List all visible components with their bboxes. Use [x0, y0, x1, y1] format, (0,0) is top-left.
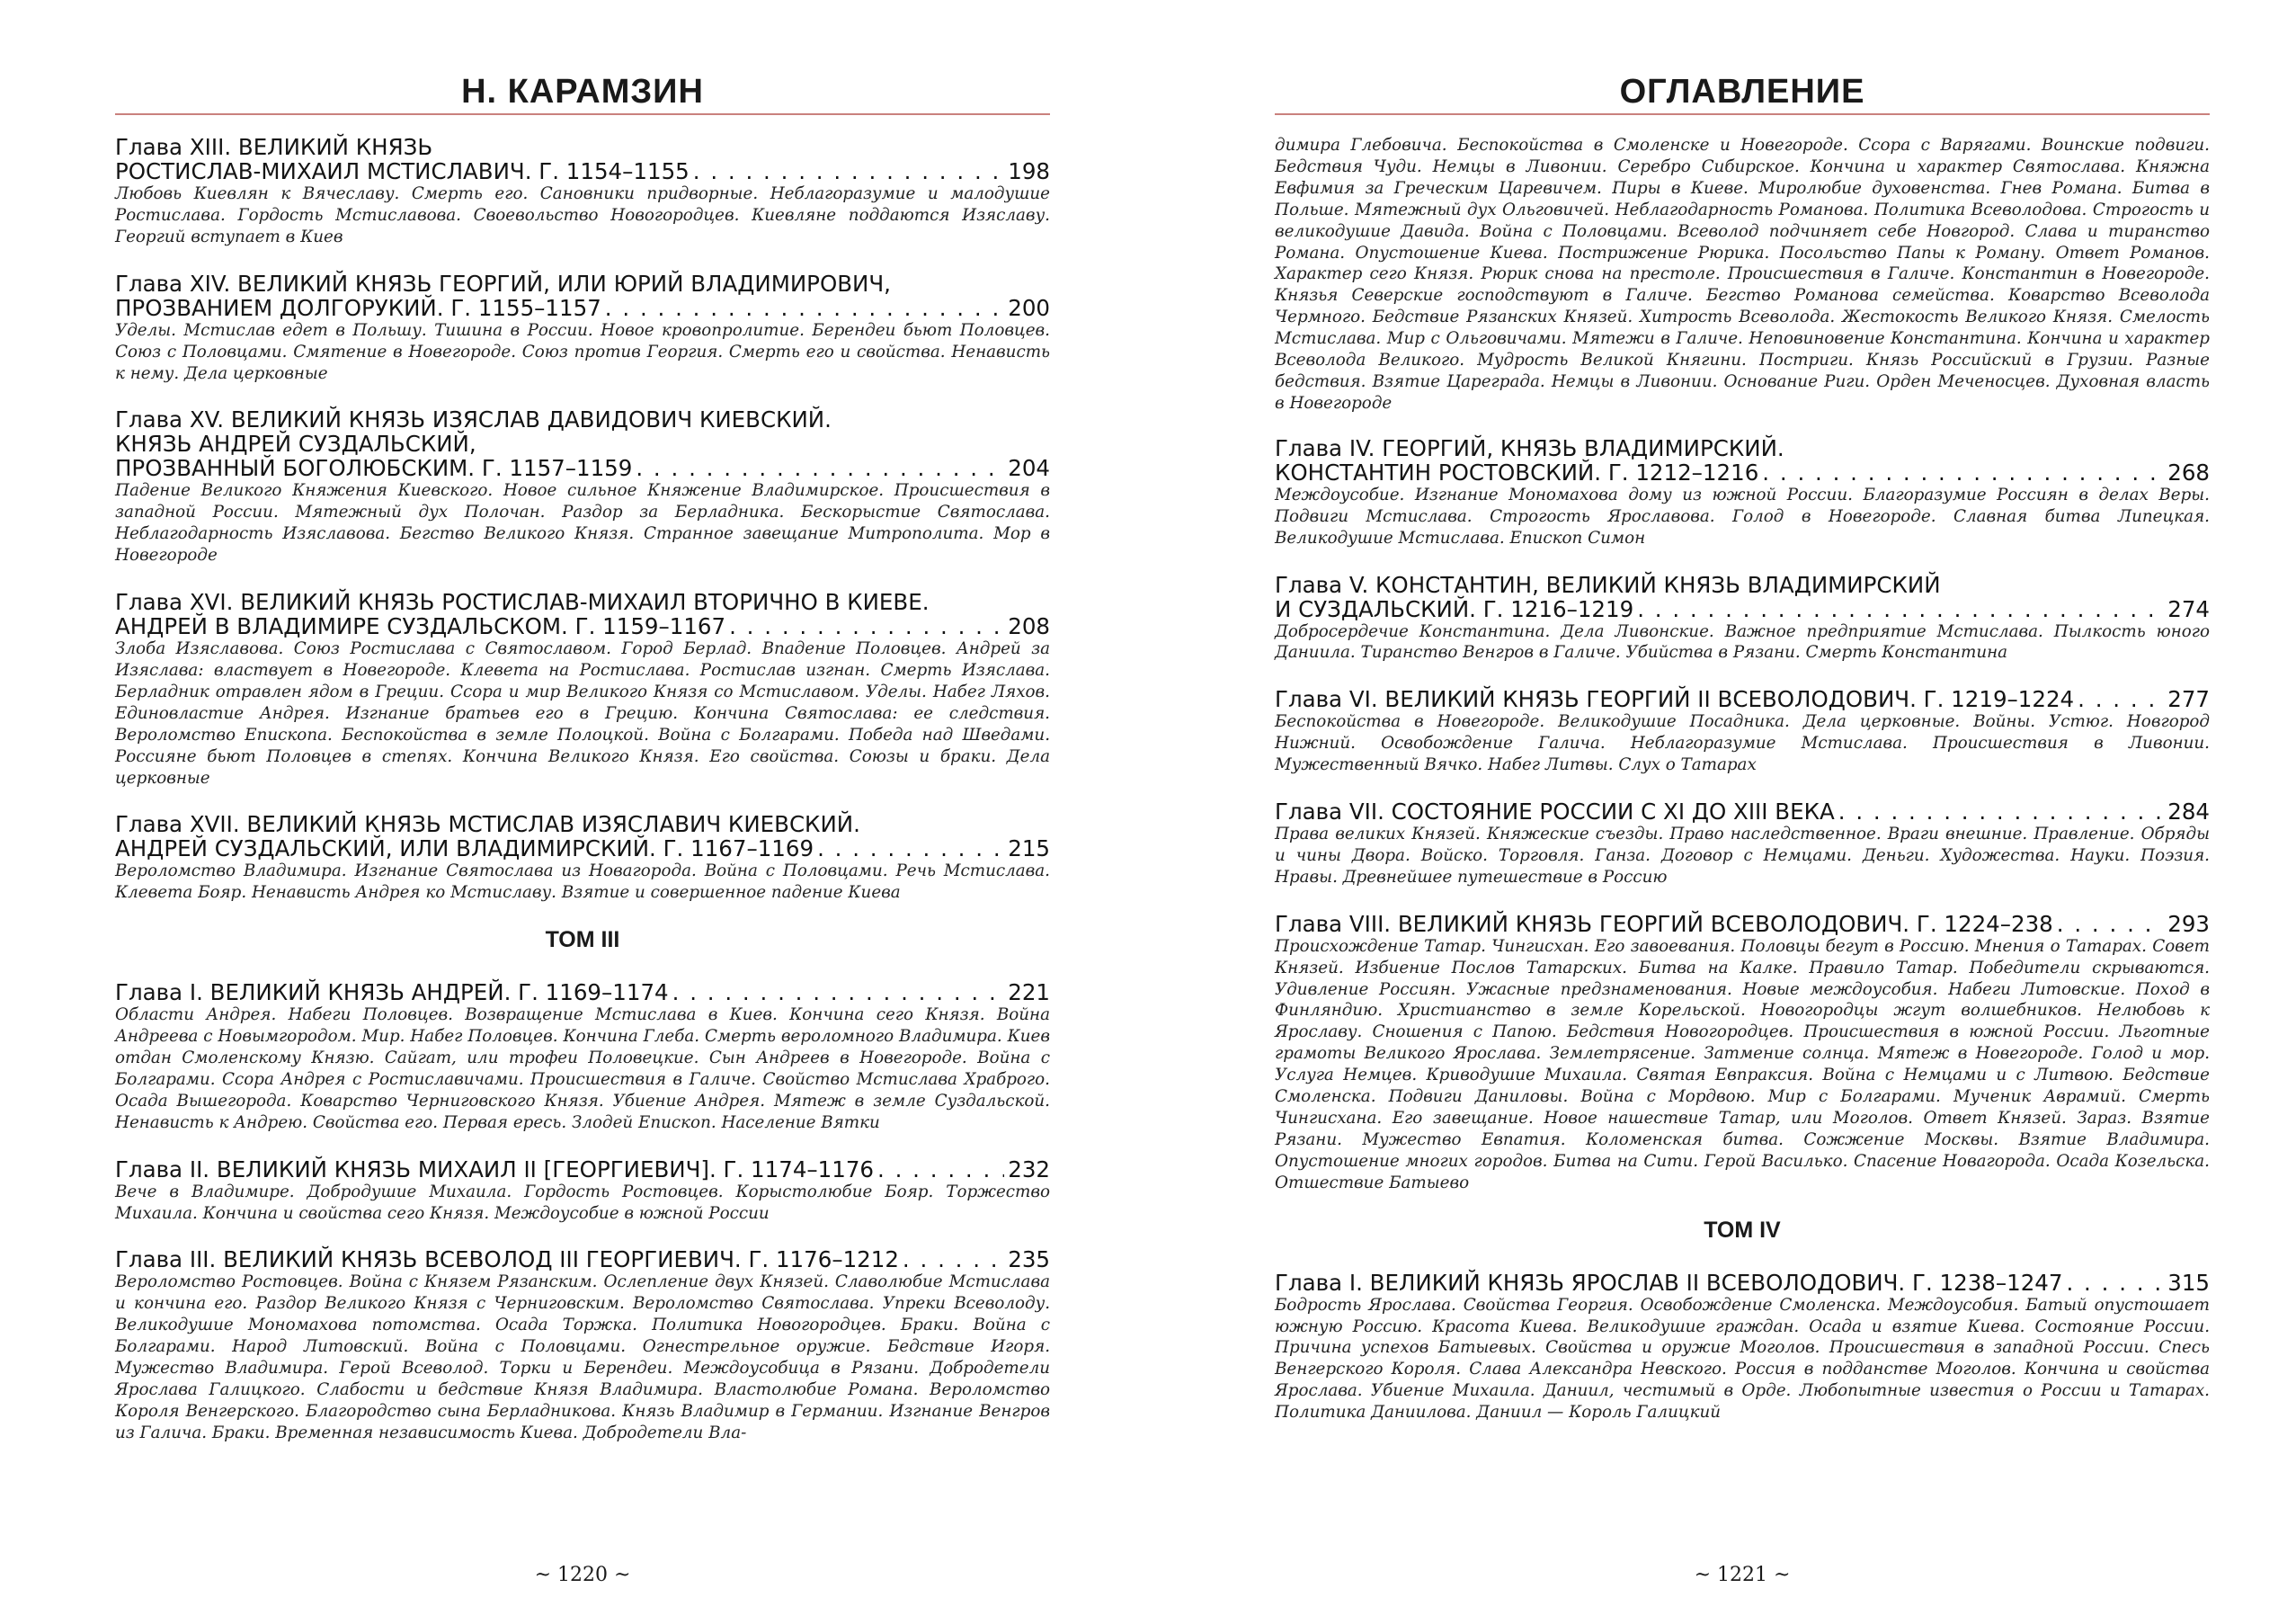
- page-reference: 293: [2167, 910, 2210, 937]
- chapter-title-line: Глава IV. ГЕОРГИЙ, КНЯЗЬ ВЛАДИМИРСКИЙ.: [1275, 434, 1784, 461]
- chapter-summary-continuation: димира Глебовича. Беспокойства в Смоленске и Новегороде. Ссора с Варягами. Воинские подвиги. Бедствия Чуди. Немцы в Ливонии. Серебро Сибирское. Кончина и характер Святослава. Княжна Евфимия за Греческим Царевичем. Пиры в Киеве. Миролюбие духовенства. Гнев Романа. Битва в Польше. Мятежный дух Ольговичей. Неблагодарность Романова. Политика Всеволодова. Строгость и великодушие Давида. Война с Половцами. Всеволод подчиняет себе Новгород. Слава и тиранство Романа. Опустошение Киева. Пострижение Рюрика. Посольство Папы к Роману. Ответ Романов. Характер сего Князя. Рюрик снова на престоле. Происшествия в Галиче. Константин в Новегороде. Князья Северские господствуют в Галиче. Бегство Романова семейства. Коварство Всеволода Чермного. Бедствие Рязанских Князей. Хитрость Всеволода. Жестокость Великого Князя. Смелость Мстислава. Мир с Ольговичами. Мятежи в Галиче. Неповиновение Константина. Кончина и характер Всеволода Великого. Мудрость Великой Княгини. Постриги. Князь Российский в Грузии. Разные бедствия. Взятие Цареграда. Немцы в Ливонии. Основание Риги. Орден Меченосцев. Духовная власть в Новегороде: [1275, 136, 2210, 413]
- chapter-summary: Вероломство Ростовцев. Война с Князем Рязанским. Ослепление двух Князей. Славолюбие Мстислава и кончина его. Раздор Великого Князя с Черниговским. Вероломство Святослава. Упреки Всеволоду. Великодушие Мономахова потомства. Осада Торжка. Политика Новогородцев. Браки. Война с Болгарами. Народ Литовский. Война с Половцами. Огнестрельное оружие. Бедствие Игоря. Мужество Владимира. Герой Всеволод. Торки и Берендеи. Междоусобица в Рязани. Добродетели Ярослава Галицкого. Слабости и бедствие Князя Владимира. Властолюбие Романа. Вероломство Короля Венгерского. Благородство сына Берладникова. Князь Владимир в Германии. Изгнание Венгров из Галича. Браки. Временная независимость Киева. Добродетели Вла-: [115, 1272, 1050, 1442]
- dot-leader: [1838, 799, 2164, 824]
- chapter-summary: Беспокойства в Новегороде. Великодушие Посадника. Дела церковные. Войны. Устюг. Новгород Нижний. Освобождение Галича. Неблагоразумие Мстислава. Происшествия в Ливонии. Мужественный Вячко. Набег Литвы. Слух о Татарах: [1275, 712, 2210, 775]
- chapter-summary: Права великих Князей. Княжеские съезды. Право наследственное. Враги внешние. Правление. Обряды и чины Двора. Войско. Торговля. Ганза. Договор с Немцами. Деньги. Художества. Науки. Поэзия. Нравы. Древнейшее путешествие в Россию: [1275, 825, 2210, 887]
- chapter-title: [1275, 436, 2210, 485]
- chapter-summary: Любовь Киевлян к Вячеславу. Смерть его. Сановники придворные. Неблагоразумие и малодушие Ростислава. Гордость Мстиславова. Своевольство Новогородцев. Киевляне поддаются Изяславу. Георгий вступает в Киев: [115, 184, 1050, 246]
- chapter-title-last-line: [115, 980, 1050, 1004]
- toc-entry: [115, 1247, 1050, 1443]
- chapter-title-text: Глава III. ВЕЛИКИЙ КНЯЗЬ ВСЕВОЛОД III ГЕОРГИЕВИЧ. Г. 1176–1212: [115, 1246, 899, 1273]
- dot-leader: [2078, 687, 2164, 711]
- dot-leader: [636, 456, 1004, 480]
- toc-entry: [115, 1157, 1050, 1225]
- chapter-title-line: Глава V. КОНСТАНТИН, ВЕЛИКИЙ КНЯЗЬ ВЛАДИМИРСКИЙ: [1275, 571, 1941, 598]
- chapter-summary: Добросердечие Константина. Дела Ливонские. Важное предприятие Мстислава. Пылкость юного Даниила. Тиранство Венгров в Галиче. Убийства в Рязани. Смерть Константина: [1275, 621, 2210, 663]
- dot-leader: [2057, 912, 2164, 936]
- chapter-title-last-line: [115, 1157, 1050, 1182]
- dot-leader: [729, 614, 1004, 638]
- page-reference: 204: [1008, 455, 1050, 482]
- toc-entry: [115, 590, 1050, 789]
- chapter-title-text: Глава II. ВЕЛИКИЙ КНЯЗЬ МИХАИЛ II [ГЕОРГИЕВИЧ]. Г. 1174–1176: [115, 1156, 875, 1182]
- chapter-summary: Области Андрея. Набеги Половцев. Возвращение Мстислава в Киев. Кончина сего Князя. Война Андреева с Новымгородом. Мир. Набег Половцев. Кончина Глеба. Смерть вероломного Владимира. Киев отдан Смоленскому Князю. Сайгат, или трофеи Половецкие. Сын Андреев в Новегороде. Война с Болгарами. Ссора Андрея с Ростиславичами. Происшествия в Галиче. Свойство Мстислава Храброго. Осада Вышегорода. Коварство Черниговского Князя. Убиение Андрея. Мятеж в земле Суздальской. Ненависть к Андрею. Свойства его. Первая ересь. Злодей Епископ. Население Вятки: [115, 1005, 1050, 1132]
- chapter-title: [115, 407, 1050, 480]
- chapter-title-last-line: [115, 296, 1050, 320]
- chapter-title-last-line: [115, 836, 1050, 861]
- toc-entry: [115, 812, 1050, 904]
- page-reference: 232: [1008, 1156, 1050, 1182]
- dot-leader: [817, 836, 1004, 861]
- dot-leader: [1762, 460, 2164, 485]
- chapter-title-text: АНДРЕЙ СУЗДАЛЬСКИЙ, ИЛИ ВЛАДИМИРСКИЙ. Г. 1167–1169: [115, 835, 814, 862]
- chapter-title-text: РОСТИСЛАВ-МИХАИЛ МСТИСЛАВИЧ. Г. 1154–1155: [115, 158, 690, 184]
- chapter-summary: Междоусобие. Изгнание Мономахова дому из южной России. Благоразумие Россиян в делах Веры. Подвиги Мстислава. Строгость Ярославова. Голод в Новегороде. Славная битва Липецкая. Великодушие Мстислава. Епископ Симон: [1275, 485, 2210, 548]
- chapter-summary: Бодрость Ярослава. Свойства Георгия. Освобождение Смоленска. Междоусобия. Батый опустошает южную Россию. Красота Киева. Великодушие граждан. Осада и взятие Киева. Состояние России. Причина успехов Батыевых. Свойства и оружие Моголов. Происшествия в западной России. Спесь Венгерского Короля. Слава Александра Невского. Россия в подданстве Моголов. Кончина и свойства Ярослава. Убиение Михаила. Даниил, честимый в Орде. Любопытные известия о России и Татарах. Политика Даниилова. Даниил — Король Галицкий: [1275, 1295, 2210, 1423]
- chapter-title-line: Глава XIII. ВЕЛИКИЙ КНЯЗЬ: [115, 134, 433, 160]
- chapter-title-text: ПРОЗВАНИЕМ ДОЛГОРУКИЙ. Г. 1155–1157: [115, 294, 601, 321]
- toc-content: [1275, 135, 2210, 1423]
- dot-leader: [672, 980, 1005, 1004]
- running-head-title: ОГЛАВЛЕНИЕ: [1619, 73, 1865, 111]
- toc-entry: [1275, 1271, 2210, 1423]
- toc-entry: [1275, 687, 2210, 776]
- toc-section: [115, 980, 1050, 1444]
- chapter-title: [115, 272, 1050, 320]
- toc-section: [1275, 1271, 2210, 1423]
- chapter-title-last-line: [1275, 460, 2210, 485]
- chapter-title: [115, 1157, 1050, 1182]
- toc-entry: [1275, 573, 2210, 665]
- chapter-title-text: Глава VII. СОСТОЯНИЕ РОССИИ С XI ДО XIII ВЕКА: [1275, 799, 1835, 825]
- chapter-summary: Уделы. Мстислав едет в Польшу. Тишина в России. Новое кровопролитие. Берендеи бьют Половцев. Союз с Половцами. Смятение в Новегороде. Союз против Георгия. Смерть его и свойства. Ненависть к нему. Дела церковные: [115, 320, 1050, 383]
- dot-leader: [1637, 597, 2164, 621]
- chapter-title: [115, 1247, 1050, 1272]
- chapter-title-line: Глава XIV. ВЕЛИКИЙ КНЯЗЬ ГЕОРГИЙ, ИЛИ ЮРИЙ ВЛАДИМИРОВИЧ,: [115, 270, 891, 297]
- chapter-summary: Вече в Владимире. Добродушие Михаила. Гордость Ростовцев. Корыстолюбие Бояр. Торжество Михаила. Кончина и свойства сего Князя. Междоусобие в южной России: [115, 1182, 1050, 1223]
- dot-leader: [605, 296, 1004, 320]
- chapter-title-last-line: [115, 1247, 1050, 1272]
- chapter-title-text: Глава VI. ВЕЛИКИЙ КНЯЗЬ ГЕОРГИЙ II ВСЕВОЛОДОВИЧ. Г. 1219–1224: [1275, 686, 2075, 713]
- toc-entry: [1275, 912, 2210, 1194]
- header-rule: [1275, 113, 2210, 115]
- chapter-title-last-line: [1275, 687, 2210, 711]
- dot-leader: [903, 1247, 1004, 1272]
- chapter-title: [115, 980, 1050, 1004]
- chapter-title-last-line: [1275, 1271, 2210, 1295]
- dot-leader: [2066, 1271, 2164, 1295]
- chapter-summary: Падение Великого Княжения Киевского. Новое сильное Княжение Владимирское. Происшествия в западной России. Мятежный дух Полочан. Раздор за Берладника. Бескорыстие Святослава. Неблагодарность Изяславова. Бегство Великого Князя. Странное завещание Митрополита. Мор в Новегороде: [115, 481, 1050, 566]
- chapter-title-text: Глава VIII. ВЕЛИКИЙ КНЯЗЬ ГЕОРГИЙ ВСЕВОЛОДОВИЧ. Г. 1224–238: [1275, 910, 2053, 937]
- page-reference: 208: [1008, 613, 1050, 640]
- chapter-title-last-line: [115, 159, 1050, 183]
- chapter-title-text: КОНСТАНТИН РОСТОВСКИЙ. Г. 1212–1216: [1275, 459, 1759, 486]
- page-reference: 221: [1008, 979, 1050, 1006]
- toc-entry: [115, 135, 1050, 248]
- page-reference: 277: [2167, 686, 2210, 713]
- page-number: ~ 1220 ~: [534, 1564, 631, 1586]
- right-page: [1275, 0, 2210, 1624]
- volume-heading: ТОМ IV: [1704, 1217, 1781, 1243]
- chapter-title-line: Глава XVII. ВЕЛИКИЙ КНЯЗЬ МСТИСЛАВ ИЗЯСЛАВИЧ КИЕВСКИЙ.: [115, 811, 860, 838]
- dot-leader: [877, 1157, 1004, 1182]
- chapter-title: [1275, 573, 2210, 621]
- chapter-summary: Злоба Изяславова. Союз Ростислава с Святославом. Город Берлад. Впадение Половцев. Андрей за Изяслава: властвует в Новегороде. Клевета на Ростислава. Ростислав изгнан. Смерть Изяслава. Берладник отравлен ядом в Греции. Ссора и мир Великого Князя со Мстиславом. Уделы. Набег Ляхов. Единовластие Андрея. Изгнание братьев его в Грецию. Кончина Святослава: ее следствия. Вероломство Епископа. Беспокойства в земле Полоцкой. Война с Болгарами. Победа над Шведами. Россияне бьют Половцев в степях. Кончина Великого Князя. Его свойства. Союзы и браки. Дела церковные: [115, 639, 1050, 788]
- dot-leader: [693, 159, 1004, 183]
- page-reference: 200: [1008, 294, 1050, 321]
- chapter-title-text: Глава I. ВЕЛИКИЙ КНЯЗЬ АНДРЕЙ. Г. 1169–1174: [115, 979, 669, 1006]
- running-head-author: Н. КАРАМЗИН: [461, 73, 704, 111]
- toc-entry: [1275, 436, 2210, 549]
- chapter-title: [115, 590, 1050, 638]
- page-reference: 235: [1008, 1246, 1050, 1273]
- chapter-title-line: КНЯЗЬ АНДРЕЙ СУЗДАЛЬСКИЙ,: [115, 431, 476, 458]
- chapter-title-text: И СУЗДАЛЬСКИЙ. Г. 1216–1219: [1275, 595, 1634, 622]
- left-page: [115, 0, 1050, 1624]
- chapter-title: [115, 135, 1050, 183]
- chapter-title: [1275, 1271, 2210, 1295]
- toc-entry: [1275, 799, 2210, 888]
- chapter-title: [1275, 912, 2210, 936]
- toc-content: [115, 135, 1050, 1444]
- chapter-title-last-line: [115, 456, 1050, 480]
- chapter-title-line: Глава XVI. ВЕЛИКИЙ КНЯЗЬ РОСТИСЛАВ-МИХАИЛ ВТОРИЧНО В КИЕВЕ.: [115, 589, 930, 616]
- chapter-title-last-line: [1275, 597, 2210, 621]
- toc-entry: [115, 407, 1050, 567]
- chapter-title-last-line: [1275, 912, 2210, 936]
- page-number: ~ 1221 ~: [1694, 1564, 1791, 1586]
- volume-heading: ТОМ III: [545, 927, 620, 953]
- header-rule: [115, 113, 1050, 115]
- chapter-summary: Вероломство Владимира. Изгнание Святослава из Новагорода. Война с Половцами. Речь Мстислава. Клевета Бояр. Ненависть Андрея ко Мстиславу. Взятие и совершенное падение Киева: [115, 861, 1050, 903]
- chapter-title: [1275, 799, 2210, 824]
- chapter-title-last-line: [115, 614, 1050, 638]
- chapter-title: [115, 812, 1050, 861]
- chapter-title-last-line: [1275, 799, 2210, 824]
- chapter-title-text: ПРОЗВАННЫЙ БОГОЛЮБСКИМ. Г. 1157–1159: [115, 455, 633, 482]
- toc-section: [115, 135, 1050, 904]
- page-reference: 215: [1008, 835, 1050, 862]
- toc-section: [1275, 436, 2210, 1194]
- chapter-summary: Происхождение Татар. Чингисхан. Его завоевания. Половцы бегут в Россию. Мнения о Татарах. Совет Князей. Избиение Послов Татарских. Битва на Калке. Правило Татар. Победители скрываются. Удивление Россиян. Ужасные предзнаменования. Новые междоусобия. Набеги Литовские. Поход в Финляндию. Христианство в земле Корельской. Новогородцы жгут волшебников. Нелюбовь к Ярославу. Сношения с Папою. Бедствия Новогородцев. Происшествия в южной России. Льготные грамоты Великого Ярослава. Землетрясение. Затмение солнца. Мятеж в Новегороде. Голод и мор. Услуга Немцев. Криводушие Михаила. Святая Евпраксия. Война с Немцами и с Литвою. Бедствие Смоленска. Подвиги Даниловы. Война с Мордвою. Мир с Болгарами. Мученик Аврамий. Смерть Чингисхана. Его завещание. Новое нашествие Татар, или Моголов. Ответ Князей. Зараз. Взятие Рязани. Мужество Евпатия. Коломенская битва. Сожжение Москвы. Взятие Владимира. Опустошение многих городов. Битва на Сити. Герой Василько. Спасение Новагорода. Осада Козельска. Отшествие Батыево: [1275, 936, 2210, 1192]
- page-reference: 315: [2167, 1269, 2210, 1296]
- chapter-title: [1275, 687, 2210, 711]
- chapter-title-text: Глава I. ВЕЛИКИЙ КНЯЗЬ ЯРОСЛАВ II ВСЕВОЛОДОВИЧ. Г. 1238–1247: [1275, 1269, 2063, 1296]
- page-reference: 274: [2167, 595, 2210, 622]
- chapter-title-text: АНДРЕЙ В ВЛАДИМИРЕ СУЗДАЛЬСКОМ. Г. 1159–1167: [115, 613, 726, 640]
- toc-entry: [115, 272, 1050, 385]
- chapter-title-line: Глава XV. ВЕЛИКИЙ КНЯЗЬ ИЗЯСЛАВ ДАВИДОВИЧ КИЕВСКИЙ.: [115, 406, 832, 433]
- page-reference: 198: [1008, 158, 1050, 184]
- page-reference: 284: [2167, 799, 2210, 825]
- toc-entry: [115, 980, 1050, 1133]
- page-reference: 268: [2167, 459, 2210, 486]
